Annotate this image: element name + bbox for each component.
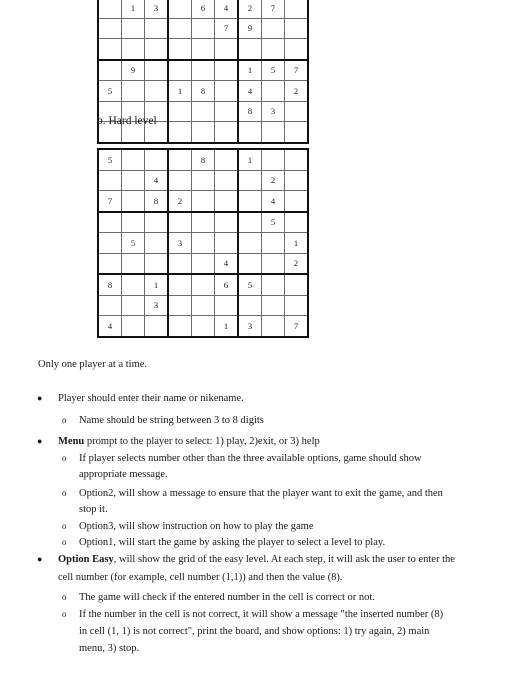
grid-cell: 1	[145, 274, 169, 295]
grid-cell	[168, 274, 192, 295]
grid-cell	[285, 295, 309, 316]
grid-cell	[168, 316, 192, 337]
grid-row	[98, 233, 308, 254]
grid-cell	[192, 60, 215, 81]
list-item	[79, 590, 375, 605]
grid-cell	[145, 316, 169, 337]
grid-cell	[98, 60, 122, 81]
grid-cell	[168, 295, 192, 316]
grid-cell	[168, 170, 192, 191]
grid-row	[98, 274, 308, 295]
grid-cell	[215, 170, 239, 191]
list-item	[79, 535, 385, 550]
grid-cell: 2	[168, 191, 192, 212]
list-item-text: in cell (1, 1) is not correct", print the board, and show options: 1) try again, 2) main	[79, 626, 430, 637]
bullet-circle-icon: o	[62, 453, 67, 463]
grid-cell	[192, 274, 215, 295]
list-item	[79, 641, 139, 656]
grid-cell	[145, 149, 169, 170]
grid-cell: 3	[145, 295, 169, 316]
grid-cell	[262, 39, 285, 60]
grid-cell	[238, 39, 262, 60]
grid-cell	[238, 233, 262, 254]
grid-cell	[192, 253, 215, 274]
grid-row	[98, 18, 308, 39]
grid-cell: 1	[215, 316, 239, 337]
grid-cell	[122, 253, 145, 274]
grid-cell: 5	[238, 274, 262, 295]
grid-cell	[145, 81, 169, 102]
grid-row	[98, 0, 308, 18]
list-item-text: Option2, will show a message to ensure that the player want to exit the game, and then	[79, 488, 443, 499]
list-item-text: cell number (for example, cell number (1,1)) and then the value (8).	[58, 572, 343, 583]
grid-cell: 4	[262, 191, 285, 212]
intro-text: Only one player at a time.	[38, 359, 148, 370]
grid-cell: 5	[98, 149, 122, 170]
grid-cell	[168, 60, 192, 81]
grid-cell	[168, 0, 192, 18]
grid-row	[98, 295, 308, 316]
list-item-text: stop it.	[79, 504, 108, 515]
grid-cell	[262, 233, 285, 254]
grid-cell	[98, 18, 122, 39]
grid-cell	[215, 122, 239, 143]
grid-cell	[215, 149, 239, 170]
grid-cell	[192, 316, 215, 337]
grid-cell	[285, 122, 309, 143]
bullet-disc-icon: ●	[37, 554, 43, 564]
bullet-disc-icon: ●	[37, 393, 43, 403]
list-item-text: prompt to the player to select: 1) play, 2)exit, or 3) help	[84, 436, 320, 447]
grid-cell	[285, 191, 309, 212]
list-item-text: Name should be string between 3 to 8 digits	[79, 415, 264, 426]
bullet-circle-icon: o	[62, 537, 67, 547]
grid-cell	[285, 170, 309, 191]
grid-cell: 3	[145, 0, 169, 18]
grid-cell	[238, 122, 262, 143]
grid-cell	[192, 295, 215, 316]
bullet-disc-icon: ●	[37, 436, 43, 446]
grid-cell: 4	[98, 316, 122, 337]
grid-cell: 1	[122, 0, 145, 18]
grid-cell	[215, 295, 239, 316]
list-item	[79, 467, 168, 482]
list-item	[79, 624, 429, 639]
grid-cell: 9	[122, 60, 145, 81]
grid-cell: 3	[262, 101, 285, 122]
grid-cell	[262, 295, 285, 316]
grid-cell	[285, 0, 309, 18]
grid-row	[98, 212, 308, 233]
grid-cell	[145, 39, 169, 60]
list-item	[58, 552, 455, 567]
grid-cell	[122, 170, 145, 191]
bullet-circle-icon: o	[62, 488, 67, 498]
list-item	[58, 570, 343, 585]
list-item-text: Option1, will start the game by asking the player to select a level to play.	[79, 537, 386, 548]
list-item-text: , will show the grid of the easy level. At each step, it will ask the user to enter the	[113, 554, 455, 565]
grid-cell: 8	[145, 191, 169, 212]
grid-cell	[145, 253, 169, 274]
grid-cell	[122, 316, 145, 337]
list-item	[58, 391, 244, 406]
grid-row	[98, 149, 308, 170]
grid-cell	[215, 101, 239, 122]
grid-cell	[98, 170, 122, 191]
grid-cell: 4	[238, 81, 262, 102]
grid-cell: 6	[215, 274, 239, 295]
grid-cell	[168, 212, 192, 233]
grid-cell	[192, 18, 215, 39]
grid-cell	[168, 101, 192, 122]
grid-cell: 8	[98, 274, 122, 295]
grid-cell: 2	[285, 81, 309, 102]
bullet-circle-icon: o	[62, 609, 67, 619]
grid-cell	[122, 18, 145, 39]
grid-cell	[98, 212, 122, 233]
grid-cell: 7	[215, 18, 239, 39]
grid-cell	[238, 253, 262, 274]
grid-cell	[192, 191, 215, 212]
grid-cell: 7	[98, 191, 122, 212]
list-item	[79, 502, 108, 517]
grid-cell: 2	[262, 170, 285, 191]
grid-cell: 2	[238, 0, 262, 18]
list-item	[79, 607, 443, 622]
grid-cell	[98, 39, 122, 60]
grid-cell	[262, 149, 285, 170]
grid-cell: 5	[262, 60, 285, 81]
grid-cell	[145, 212, 169, 233]
hard-level-label: b. Hard level	[97, 115, 157, 127]
grid-cell	[122, 191, 145, 212]
grid-row	[98, 253, 308, 274]
grid-cell: 4	[145, 170, 169, 191]
grid-cell: 1	[238, 149, 262, 170]
grid-cell	[238, 295, 262, 316]
grid-cell	[168, 18, 192, 39]
grid-cell: 8	[192, 149, 215, 170]
grid-cell	[262, 253, 285, 274]
list-item	[79, 413, 264, 428]
grid-cell	[145, 233, 169, 254]
grid-cell	[145, 60, 169, 81]
list-item-text: Option3, will show instruction on how to play the game	[79, 521, 314, 532]
grid-cell: 1	[238, 60, 262, 81]
grid-cell: 2	[285, 253, 309, 274]
grid-row	[98, 316, 308, 337]
grid-cell	[168, 122, 192, 143]
grid-cell	[238, 191, 262, 212]
grid-cell	[215, 191, 239, 212]
list-item-text: menu, 3) stop.	[79, 643, 140, 654]
grid-cell	[192, 212, 215, 233]
grid-cell	[262, 316, 285, 337]
grid-cell	[215, 233, 239, 254]
grid-cell: 4	[215, 253, 239, 274]
grid-cell	[285, 274, 309, 295]
grid-row	[98, 191, 308, 212]
bullet-circle-icon: o	[62, 592, 67, 602]
grid-cell	[285, 39, 309, 60]
hard-sudoku-grid	[97, 148, 309, 338]
grid-cell: 7	[262, 0, 285, 18]
list-item-text: If player selects number other than the three available options, game should show	[79, 453, 422, 464]
list-item-text: Player should enter their name or nikename.	[58, 393, 244, 404]
grid-cell: 5	[98, 81, 122, 102]
grid-row	[98, 60, 308, 81]
grid-cell	[122, 274, 145, 295]
bullet-circle-icon: o	[62, 521, 67, 531]
grid-cell: 3	[238, 316, 262, 337]
grid-cell: 8	[238, 101, 262, 122]
bullet-circle-icon: o	[62, 415, 67, 425]
list-item	[79, 519, 313, 534]
grid-cell: 8	[192, 81, 215, 102]
grid-cell	[192, 39, 215, 60]
grid-cell: 6	[192, 0, 215, 18]
grid-cell	[215, 212, 239, 233]
grid-cell	[98, 253, 122, 274]
grid-cell	[192, 122, 215, 143]
grid-cell	[98, 233, 122, 254]
grid-row	[98, 170, 308, 191]
list-item-text: If the number in the cell is not correct, it will show a message "the inserted number (8)	[79, 609, 444, 620]
grid-cell	[168, 253, 192, 274]
grid-cell	[168, 149, 192, 170]
grid-cell: 5	[122, 233, 145, 254]
grid-cell	[122, 81, 145, 102]
grid-cell: 3	[168, 233, 192, 254]
grid-cell: 1	[168, 81, 192, 102]
list-item	[79, 451, 422, 466]
list-item-text: The game will check if the entered number in the cell is correct or not.	[79, 592, 375, 603]
grid-cell	[215, 60, 239, 81]
grid-cell	[122, 39, 145, 60]
grid-cell	[285, 149, 309, 170]
grid-cell	[262, 122, 285, 143]
grid-cell	[168, 39, 192, 60]
grid-cell	[145, 18, 169, 39]
grid-cell: 9	[238, 18, 262, 39]
grid-cell	[238, 170, 262, 191]
grid-row	[98, 81, 308, 102]
grid-cell	[192, 101, 215, 122]
list-item-text: appropriate message.	[79, 469, 168, 480]
list-item	[58, 434, 320, 449]
grid-cell	[262, 274, 285, 295]
grid-cell: 4	[215, 0, 239, 18]
grid-cell	[98, 295, 122, 316]
grid-cell	[285, 101, 309, 122]
grid-cell: 7	[285, 316, 309, 337]
grid-cell	[215, 39, 239, 60]
grid-cell	[262, 18, 285, 39]
bold-keyword: Option Easy	[58, 554, 114, 565]
grid-cell	[238, 212, 262, 233]
grid-cell: 5	[262, 212, 285, 233]
grid-cell	[285, 18, 309, 39]
grid-cell	[215, 81, 239, 102]
list-item	[79, 486, 443, 501]
bold-keyword: Menu	[58, 436, 85, 447]
grid-cell: 7	[285, 60, 309, 81]
grid-cell	[262, 81, 285, 102]
grid-cell: 1	[285, 233, 309, 254]
grid-cell	[122, 295, 145, 316]
grid-cell	[285, 212, 309, 233]
grid-row	[98, 39, 308, 60]
grid-cell	[98, 0, 122, 18]
grid-cell	[192, 170, 215, 191]
grid-cell	[192, 233, 215, 254]
grid-cell	[122, 149, 145, 170]
grid-cell	[122, 212, 145, 233]
